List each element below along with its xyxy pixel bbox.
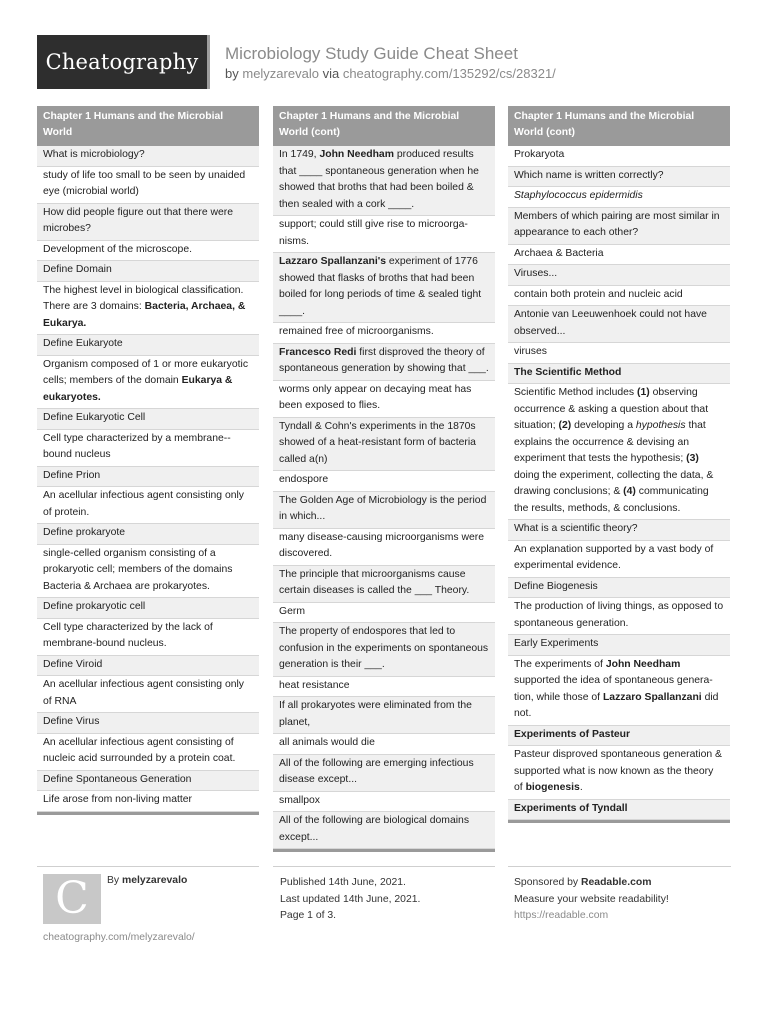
answer-row: The experiments of John Needham supported the idea of spontaneous generation, while those of Lazzaro Spallanzani did not. [508, 656, 730, 726]
answer-row: smallpox [273, 792, 495, 813]
sponsor-line [514, 875, 669, 892]
question-row: Antonie van Leeuwenhoek could not have observed... [508, 306, 730, 343]
answer-row: Germ [273, 603, 495, 624]
column-1 [37, 106, 259, 815]
byline-via: via [322, 66, 340, 81]
header [37, 35, 731, 89]
byline [225, 66, 556, 81]
updated-date: Last updated 14th June, 2021. [280, 893, 421, 905]
question-row: Which name is written correctly? [508, 167, 730, 188]
question-row: Francesco Redi first disproved the theory of spontaneous generation by showing that ___. [273, 344, 495, 381]
page-number: Page 1 of 3. [280, 910, 337, 921]
footer [37, 866, 731, 946]
answer-row: contain both protein and nucleic acid [508, 286, 730, 307]
answer-row: The production of living things, as opposed to spontaneous generation. [508, 598, 730, 635]
section-heading: Experiments of Tyndall [508, 800, 730, 821]
author-profile-url[interactable]: cheatography.com/melyzarevalo/ [43, 932, 195, 943]
column-end-bar [37, 812, 259, 815]
question-row: Define Biogenesis [508, 578, 730, 599]
question-row: The property of endospores that led to confusion in the experiments on spontaneous generation is their ___. [273, 623, 495, 677]
sponsor-url[interactable]: https://readable.com [514, 910, 609, 921]
page-title: Microbiology Study Guide Cheat Sheet [225, 44, 518, 63]
question-row: Define Viroid [37, 656, 259, 677]
byline-by: by [225, 66, 239, 81]
answer-row: endospore [273, 471, 495, 492]
sponsor-tagline: Measure your website readability! [514, 893, 669, 905]
column-heading: Chapter 1 Humans and the Microbial World (cont) [273, 106, 495, 146]
answer-row: Scientific Method includes (1) observing occurrence & asking a question about that situation; (2) developing a hypothesis that explains the occurrence & devising an experiment that tests the hypothesis; (3) doing the experiment, collecting the data, & drawing conclusions; & (4) communicating the results, methods, & conclusions. [508, 384, 730, 520]
footer-by-label: By [107, 875, 120, 886]
answer-row: Organism composed of 1 or more eukaryotic cells; members of the domain Eukarya & eukaryotes. [37, 356, 259, 410]
question-row: Define Eukaryotic Cell [37, 409, 259, 430]
avatar-letter: C [55, 873, 89, 924]
column-rows [508, 146, 730, 820]
question-row: Early Experiments [508, 635, 730, 656]
column-3 [508, 106, 730, 823]
answer-row: heat resistance [273, 677, 495, 698]
avatar[interactable] [43, 874, 101, 924]
question-row: All of the following are biological domains except... [273, 812, 495, 849]
footer-divider [508, 866, 731, 867]
footer-author-link[interactable]: melyzarevalo [122, 875, 188, 886]
answer-row: Life arose from non-living matter [37, 791, 259, 812]
question-row: Tyndall & Cohn's experiments in the 1870s showed of a heat-resistant form of bacteria called a(n) [273, 418, 495, 472]
question-row: In 1749, John Needham produced results that ____ spontaneous generation when he showed that broths that had been boiled & then sealed with a cork ____. [273, 146, 495, 216]
sheet-url-link[interactable]: cheatography.com/135292/cs/28321/ [342, 66, 556, 81]
answer-row: An acellular infectious agent consisting only of RNA [37, 676, 259, 713]
author-link[interactable]: melyzarevalo [242, 66, 319, 81]
question-row: The Golden Age of Microbiology is the period in which... [273, 492, 495, 529]
column-rows [273, 146, 495, 849]
answer-row: The highest level in biological classification. There are 3 domains: Bacteria, Archaea, & Eukarya. [37, 282, 259, 336]
question-row: The principle that microorganisms cause certain diseases is called the ___ Theory. [273, 566, 495, 603]
answer-row: remained free of microorganisms. [273, 323, 495, 344]
answer-row: worms only appear on decaying meat has been exposed to flies. [273, 381, 495, 418]
answer-row: study of life too small to be seen by unaided eye (microbial world) [37, 167, 259, 204]
question-row: Members of which pairing are most similar in appearance to each other? [508, 208, 730, 245]
answer-row: many disease-causing microorganisms were discovered. [273, 529, 495, 566]
answer-row: An acellular infectious agent consisting of nucleic acid surrounded by a protein coat. [37, 734, 259, 771]
question-row: Define prokaryotic cell [37, 598, 259, 619]
column-end-bar [508, 820, 730, 823]
header-divider [207, 35, 210, 89]
answer-row: Prokaryota [508, 146, 730, 167]
sponsor-info [514, 875, 669, 925]
footer-author [107, 875, 187, 886]
answer-row: support; could still give rise to microorganisms. [273, 216, 495, 253]
sponsor-link[interactable]: Readable.com [581, 877, 652, 888]
question-row: All of the following are emerging infectious disease except... [273, 755, 495, 792]
question-row: Viruses... [508, 265, 730, 286]
column-heading: Chapter 1 Humans and the Microbial World [37, 106, 259, 146]
question-row: How did people figure out that there were microbes? [37, 204, 259, 241]
answer-row: Staphylococcus epidermidis [508, 187, 730, 208]
answer-row: all animals would die [273, 734, 495, 755]
answer-row: Archaea & Bacteria [508, 245, 730, 266]
logo-text: Cheatography [45, 50, 199, 74]
column-heading: Chapter 1 Humans and the Microbial World (cont) [508, 106, 730, 146]
question-row: Define Prion [37, 467, 259, 488]
column-end-bar [273, 849, 495, 852]
question-row: Define Spontaneous Generation [37, 771, 259, 792]
answer-row: Cell type characterized by the lack of membrane-bound nucleus. [37, 619, 259, 656]
footer-divider [37, 866, 259, 867]
question-row: Define Domain [37, 261, 259, 282]
column-2 [273, 106, 495, 852]
cheatography-logo[interactable] [37, 35, 207, 89]
answer-row: Cell type characterized by a membrane--bound nucleus [37, 430, 259, 467]
question-row: Define prokaryote [37, 524, 259, 545]
answer-row: single-celled organism consisting of a prokaryotic cell; members of the domains Bacteria & Archaea are prokaryotes. [37, 545, 259, 599]
sponsored-by-label: Sponsored by [514, 877, 579, 888]
publication-info [280, 875, 420, 925]
question-row: If all prokaryotes were eliminated from the planet, [273, 697, 495, 734]
footer-divider [273, 866, 495, 867]
question-row: What is microbiology? [37, 146, 259, 167]
answer-row: An acellular infectious agent consisting only of protein. [37, 487, 259, 524]
answer-row: Development of the microscope. [37, 241, 259, 262]
column-rows [37, 146, 259, 812]
section-heading: Experiments of Pasteur [508, 726, 730, 747]
question-row: Define Eukaryote [37, 335, 259, 356]
answer-row: viruses [508, 343, 730, 364]
section-heading: The Scientific Method [508, 364, 730, 385]
answer-row: An explanation supported by a vast body of experimental evidence. [508, 541, 730, 578]
published-date: Published 14th June, 2021. [280, 877, 406, 888]
question-row: Lazzaro Spallanzani's experiment of 1776 showed that flasks of broths that had been boiled for long periods of time & sealed tight ____. [273, 253, 495, 323]
question-row: Define Virus [37, 713, 259, 734]
question-row: What is a scientific theory? [508, 520, 730, 541]
answer-row: Pasteur disproved spontaneous generation & supported what is now known as the theory of biogenesis. [508, 746, 730, 800]
